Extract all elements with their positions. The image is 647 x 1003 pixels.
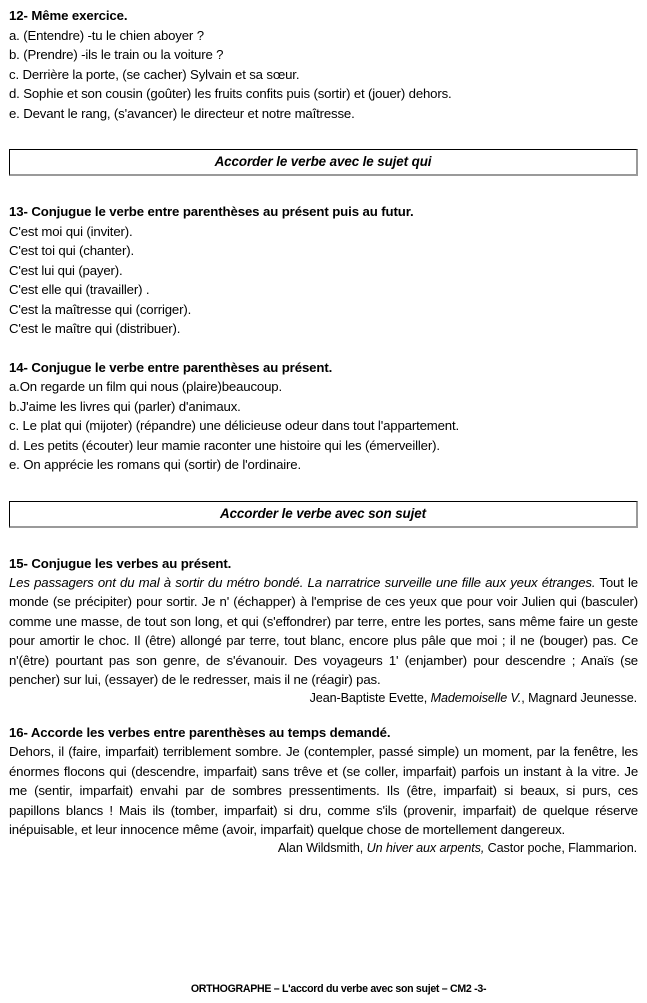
exercise-12	[9, 6, 638, 123]
exercise-13	[9, 202, 638, 339]
exercise-16-title: 16- Accorde les verbes entre parenthèses au temps demandé.	[9, 724, 391, 740]
exercise-14-item-c: c. Le plat qui (mijoter) (répandre) une délicieuse odeur dans tout l'appartement.	[9, 418, 459, 433]
exercise-16-credit-title: Un hiver aux arpents,	[366, 841, 485, 856]
exercise-15-body: Tout le monde (se précipiter) pour sortir. Je n' (échapper) à l'emprise de ces yeux que pour voir Julien qui (basculer) comme une masse, de tout son long, et qui (s'effondrer) par terre, entre les portes, sans même faire un geste pour amortir le choc. Il (être) allongé par terre, tout blanc, encore plus pâle que moi ; il ne (bouger) pas. Ce n'(être) pourtant pas son genre, de s'évanouir. Des voyageurs 1' (enjamber) pour descendre ; Anaïs (se pencher) sur lui, (essayer) de le redresser, mais il ne (réagir) pas.	[9, 575, 638, 688]
exercise-12-item-d: d. Sophie et son cousin (goûter) les fruits confits puis (sortir) et (jouer) dehors.	[9, 86, 452, 101]
exercise-15-title: 15- Conjugue les verbes au présent.	[9, 555, 232, 571]
exercise-15-credit-publisher: , Magnard Jeunesse.	[521, 691, 637, 706]
exercise-15-credit-author: Jean-Baptiste Evette,	[309, 691, 431, 706]
exercise-15-intro: Les passagers ont du mal à sortir du métro bondé. La narratrice surveille une fille aux yeux étranges.	[9, 575, 596, 590]
exercise-13-item-4: C'est elle qui (travailler) .	[9, 282, 150, 297]
exercise-16-credit-publisher: Castor poche, Flammarion.	[484, 841, 637, 856]
exercise-14-item-a: a.On regarde un film qui nous (plaire)beaucoup.	[9, 379, 282, 394]
exercise-16	[9, 723, 638, 859]
exercise-15	[9, 554, 638, 709]
exercise-14-item-e: e. On apprécie les romans qui (sortir) de l'ordinaire.	[9, 457, 301, 472]
spacer	[9, 176, 638, 202]
spacer	[9, 339, 638, 358]
exercise-15-credit-title: Mademoiselle V.	[430, 691, 522, 706]
exercise-12-item-c: c. Derrière la porte, (se cacher) Sylvain et sa sœur.	[9, 66, 300, 82]
exercise-13-title: 13- Conjugue le verbe entre parenthèses au présent puis au futur.	[9, 204, 414, 219]
exercise-15-credit	[9, 689, 638, 708]
spacer	[9, 528, 638, 554]
exercise-16-credit	[9, 839, 638, 858]
spacer	[9, 475, 638, 501]
exercise-13-item-2: C'est toi qui (chanter).	[9, 243, 134, 258]
exercise-16-credit-author: Alan Wildsmith,	[277, 841, 367, 856]
page-footer: ORTHOGRAPHE – L'accord du verbe avec son sujet – CM2 -3-	[190, 983, 487, 995]
section-banner-son-sujet-label: Accorder le verbe avec son sujet	[220, 505, 426, 521]
exercise-12-item-a: a. (Entendre) -tu le chien aboyer ?	[9, 27, 204, 43]
exercise-13-item-3: C'est lui qui (payer).	[9, 262, 123, 278]
exercise-13-item-5: C'est la maîtresse qui (corriger).	[9, 301, 192, 317]
exercise-14-item-b: b.J'aime les livres qui (parler) d'animaux.	[9, 398, 241, 414]
exercise-12-title: 12- Même exercice.	[9, 8, 128, 23]
spacer	[9, 709, 638, 723]
exercise-14-title: 14- Conjugue le verbe entre parenthèses au présent.	[9, 359, 333, 375]
section-banner-son-sujet	[9, 501, 638, 528]
exercise-13-item-1: C'est moi qui (inviter).	[9, 223, 133, 239]
section-banner-sujet-qui-label: Accorder le verbe avec le sujet qui	[214, 154, 432, 169]
exercise-12-item-b: b. (Prendre) -ils le train ou la voiture ?	[9, 47, 224, 62]
exercise-15-text	[9, 573, 638, 689]
exercise-13-item-6: C'est le maître qui (distribuer).	[9, 321, 181, 336]
section-banner-sujet-qui	[9, 149, 638, 176]
exercise-16-text: Dehors, il (faire, imparfait) terriblement sombre. Je (contempler, passé simple) un moment, par la fenêtre, les énormes flocons qui (descendre, imparfait) sans trêve et (se coller, imparfait) parfois un instant à la vitre. Je me (sentir, imparfait) envahi par de sombres pressentiments. Ils (être, imparfait) si beaux, si purs, ces papillons blancs ! Mais ils (tomber, imparfait) si dru, comme s'ils (provenir, imparfait) de quelque réserve inépuisable, et leur innocence même (avoir, imparfait) quelque chose de mortellement dangereux.	[9, 744, 638, 837]
exercise-14	[9, 358, 638, 475]
exercise-12-item-e: e. Devant le rang, (s'avancer) le directeur et notre maîtresse.	[9, 105, 355, 121]
exercise-14-item-d: d. Les petits (écouter) leur mamie raconter une histoire qui les (émerveiller).	[9, 437, 440, 453]
spacer	[9, 123, 638, 149]
